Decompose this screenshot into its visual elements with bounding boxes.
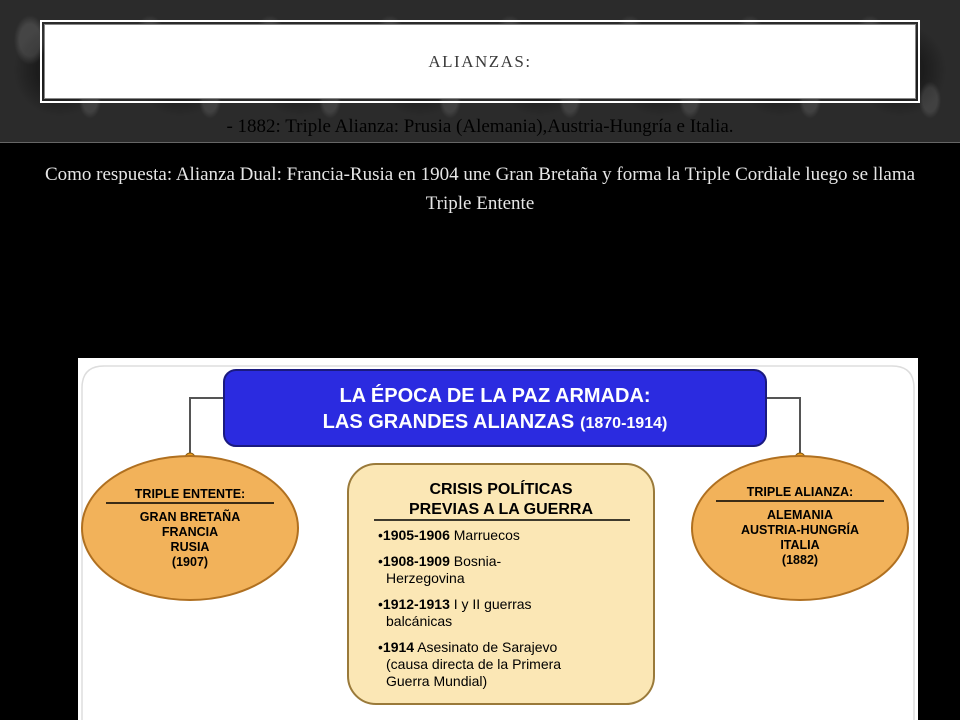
crisis-item-text: balcánicas [386, 613, 453, 629]
entente-member: GRAN BRETAÑA [139, 510, 241, 524]
crisis-title-line2: PREVIAS A LA GUERRA [408, 501, 594, 518]
title-box [44, 24, 916, 99]
crisis-item-text: Bosnia- [453, 553, 502, 569]
alianza-member: AUSTRIA-HUNGRÍA [740, 523, 860, 537]
crisis-item-text: Herzegovina [386, 570, 465, 586]
alianza-title: TRIPLE ALIANZA: [746, 485, 854, 499]
crisis-item: •1905-1906 Marruecos [378, 527, 520, 543]
crisis-item-text: Guerra Mundial) [386, 673, 488, 689]
alianza-member: ITALIA [780, 538, 820, 552]
crisis-item-text: Marruecos [453, 527, 520, 543]
header-line2 [323, 411, 668, 433]
crisis-item-years: 1914 [382, 639, 415, 655]
header-box [224, 370, 766, 446]
header-line2-main: LAS GRANDES ALIANZAS [322, 411, 575, 433]
header-years: (1870-1914) [580, 415, 668, 432]
crisis-item: •1908-1909 Bosnia- [378, 553, 502, 569]
alliances-diagram [78, 358, 918, 720]
crisis-item-text: I y II guerras [453, 596, 532, 612]
divider [0, 142, 960, 143]
response-paragraph: Como respuesta: Alianza Dual: Francia-Rusia en 1904 une Gran Bretaña y forma la Triple Cordiale luego se llama Triple Entente [44, 164, 916, 214]
header-line1: LA ÉPOCA DE LA PAZ ARMADA: [339, 385, 651, 407]
alianza-year: (1882) [781, 553, 819, 567]
entente-member: RUSIA [170, 540, 210, 554]
triple-alianza-line: - 1882: Triple Alianza: Prusia (Alemania),Austria-Hungría e Italia. [226, 116, 734, 137]
slide-title: ALIANZAS: [428, 51, 532, 71]
connector-left [190, 398, 226, 456]
crisis-item-years: 1905-1906 [382, 527, 450, 543]
crisis-item: •1912-1913 I y II guerras [378, 596, 532, 612]
crisis-item-years: 1912-1913 [382, 596, 450, 612]
crisis-item-text: Asesinato de Sarajevo [417, 639, 558, 655]
entente-member: FRANCIA [161, 525, 219, 539]
crisis-title-line1: CRISIS POLÍTICAS [429, 481, 573, 498]
connector-right [766, 398, 800, 456]
diagram-svg [78, 358, 918, 720]
entente-title: TRIPLE ENTENTE: [134, 487, 246, 501]
entente-year: (1907) [171, 555, 209, 569]
alianza-member: ALEMANIA [767, 508, 833, 522]
crisis-item-text: (causa directa de la Primera [386, 656, 562, 672]
crisis-item: •1914 Asesinato de Sarajevo [378, 639, 558, 655]
crisis-item-years: 1908-1909 [382, 553, 450, 569]
